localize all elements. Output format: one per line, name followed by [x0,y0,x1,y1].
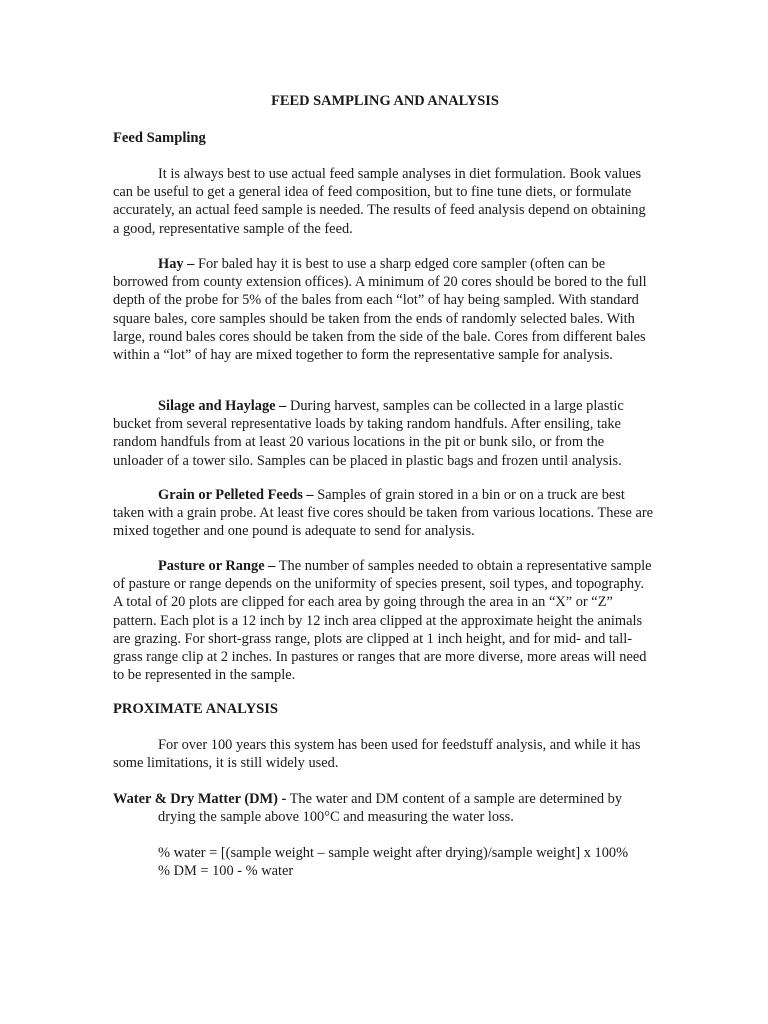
hay-term: Hay – [158,256,195,272]
proximate-intro-paragraph: For over 100 years this system has been used for feedstuff analysis, and while it has some limitations, it is still widely used. [113,737,641,772]
water-dm-text: The water and DM content of a sample are determined by drying the sample above 100°C and measuring the water loss. [158,791,623,826]
water-dm-term: Water & Dry Matter (DM) - [113,791,287,807]
water-formula-block [158,844,658,880]
feed-sampling-intro-paragraph: It is always best to use actual feed sample analyses in diet formulation. Book values can be useful to get a general idea of feed composition, but to fine tune diets, or formulate accurately, an actual feed sample is needed. The results of feed analysis depend on obtaining a good, representative sample of the feed. [113,166,646,237]
grain-term: Grain or Pelleted Feeds – [158,487,314,503]
hay-text: For baled hay it is best to use a sharp edged core sampler (often can be borrowed from county extension offices). A minimum of 20 cores should be bored to the full depth of the probe for 5% of the bales from each “lot” of hay being sampled. With standard square bales, core samples should be taken from the ends of randomly selected bales. With large, round bales cores should be taken from the side of the bale. Cores from different bales within a “lot” of hay are mixed together to form the representative sample for analysis. [113,256,647,364]
water-percent-formula: % water = [(sample weight – sample weight after drying)/sample weight] x 100% [158,845,629,861]
dm-percent-formula: % DM = 100 - % water [158,863,294,880]
grain-text: Samples of grain stored in a bin or on a truck are best taken with a grain probe. At least five cores should be taken from various locations. These are mixed together and one pound is adequate to send for analysis. [113,487,654,540]
proximate-analysis-heading: PROXIMATE ANALYSIS [113,701,279,717]
water-dm-paragraph [113,790,653,826]
document-title: FEED SAMPLING AND ANALYSIS [271,93,499,109]
feed-sampling-heading: Feed Sampling [113,130,206,146]
pasture-paragraph [113,557,653,684]
pasture-term: Pasture or Range – [158,558,276,574]
pasture-text: The number of samples needed to obtain a representative sample of pasture or range depends on the uniformity of species present, soil types, and topography. A total of 20 plots are clipped for each area by going through the area in an “X” or “Z” pattern. Each plot is a 12 inch by 12 inch area clipped at the approximate height the animals are grazing. For short-grass range, plots are clipped at 1 inch height, and for mid- and tall-grass range clip at 2 inches. In pastures or ranges that are more diverse, more areas will need to be represented in the sample. [113,558,652,684]
grain-paragraph [113,486,653,541]
silage-paragraph [113,397,653,470]
hay-paragraph [113,255,653,364]
silage-text: During harvest, samples can be collected in a large plastic bucket from several representative loads by taking random handfuls. After ensiling, take random handfuls from at least 20 various locations in the pit or bunk silo, or from the unloader of a tower silo. Samples can be placed in plastic bags and frozen until analysis. [113,398,624,469]
silage-term: Silage and Haylage – [158,398,287,414]
